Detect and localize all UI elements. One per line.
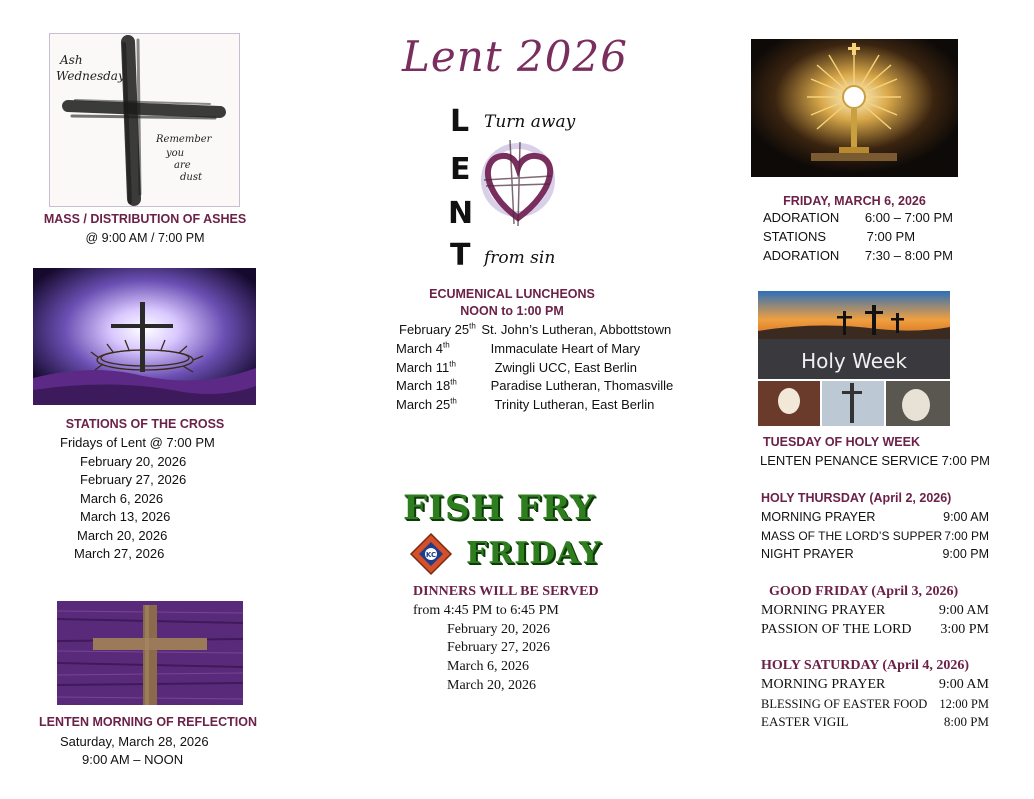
luncheon-place: St. John’s Lutheran, Abbottstown [481, 322, 672, 337]
stations-heading: STATIONS OF THE CROSS [65, 417, 225, 431]
friday-row [763, 228, 953, 247]
ash-cross-icon [50, 34, 239, 206]
goodfriday-row [761, 602, 989, 621]
fishfry-heading: DINNERS WILL BE SERVED [413, 584, 599, 599]
svg-text:Ash: Ash [60, 53, 83, 67]
saturday-row [761, 676, 989, 695]
lent-logo [440, 100, 590, 280]
thursday-time: 9:00 PM [942, 547, 989, 561]
friday-time: 6:00 – 7:00 PM [864, 210, 953, 225]
stations-date: March 20, 2026 [77, 528, 168, 543]
goodfriday-time: 3:00 PM [940, 622, 989, 637]
goodfriday-heading: GOOD FRIDAY (April 3, 2026) [769, 584, 959, 599]
thursday-label: MORNING PRAYER [761, 510, 876, 524]
luncheon-date: February 25th [399, 321, 476, 337]
reflection-time: 9:00 AM – NOON [82, 752, 184, 767]
lent-letter-n: N [448, 196, 474, 231]
luncheon-date: March 11th [396, 359, 456, 375]
thursday-heading: HOLY THURSDAY (April 2, 2026) [761, 491, 952, 505]
friday-heading: FRIDAY, MARCH 6, 2026 [783, 194, 926, 208]
goodfriday-time: 9:00 AM [938, 603, 989, 618]
svg-text:KC: KC [425, 551, 437, 559]
luncheon-row [396, 359, 696, 378]
luncheon-place: Immaculate Heart of Mary [490, 341, 641, 356]
svg-text:are: are [174, 160, 191, 171]
saturday-label: MORNING PRAYER [761, 677, 886, 692]
ash-times: @ 9:00 AM / 7:00 PM [85, 231, 205, 245]
thursday-row [761, 527, 989, 546]
svg-text:Remember: Remember [156, 134, 212, 145]
luncheon-date: March 18th [396, 377, 457, 393]
luncheon-place: Trinity Lutheran, East Berlin [494, 397, 655, 412]
luncheon-date: March 4th [396, 340, 450, 356]
goodfriday-label: PASSION OF THE LORD [761, 622, 912, 637]
friday-time: 7:00 PM [866, 229, 916, 244]
lent-letter-l: L [450, 104, 470, 139]
saturday-row [761, 695, 989, 714]
fishfry-date: February 27, 2026 [447, 640, 551, 655]
stations-date: February 20, 2026 [80, 454, 187, 469]
saturday-label: BLESSING OF EASTER FOOD [761, 697, 928, 711]
fishfry-date: February 20, 2026 [447, 622, 551, 637]
svg-text:Wednesday: Wednesday [56, 69, 125, 83]
thursday-row [761, 508, 989, 527]
fishfry-time: from 4:45 PM to 6:45 PM [413, 603, 559, 618]
holy-week-banner: Holy Week [801, 349, 907, 373]
tuesday-heading: TUESDAY OF HOLY WEEK [763, 435, 920, 449]
stations-date: March 27, 2026 [74, 546, 165, 561]
stations-image [33, 268, 256, 405]
lent-letter-t: T [450, 238, 471, 273]
stations-date: March 13, 2026 [80, 509, 171, 524]
goodfriday-label: MORNING PRAYER [761, 603, 886, 618]
fishfry-date: March 20, 2026 [447, 678, 537, 693]
saturday-row [761, 713, 989, 732]
saturday-label: EASTER VIGIL [761, 714, 849, 729]
luncheon-date: March 25th [396, 396, 457, 412]
wooden-cross-image [57, 601, 243, 705]
luncheon-place: Paradise Lutheran, Thomasville [490, 378, 674, 393]
friday-label: STATIONS [763, 229, 827, 244]
stations-intro: Fridays of Lent @ 7:00 PM [60, 435, 215, 450]
fish-fry-logo-line1: FISH FRY [403, 488, 596, 528]
saturday-time: 9:00 AM [938, 677, 989, 692]
page-title: Lent 2026 [402, 32, 628, 81]
holy-week-image [758, 291, 950, 426]
saturday-time: 8:00 PM [943, 714, 989, 729]
lent-tagline-1: Turn away [484, 112, 576, 132]
goodfriday-row [761, 621, 989, 640]
luncheon-place: Zwingli UCC, East Berlin [494, 360, 637, 375]
ash-heading: MASS / DISTRIBUTION OF ASHES [43, 212, 247, 226]
lent-tagline-2: from sin [484, 248, 556, 268]
friday-row [763, 247, 953, 266]
kc-emblem-icon [409, 532, 453, 576]
stations-date: February 27, 2026 [80, 472, 187, 487]
thursday-time: 7:00 PM [944, 529, 989, 543]
luncheon-row [396, 340, 696, 359]
thursday-time: 9:00 AM [943, 510, 989, 524]
friday-label: ADORATION [763, 248, 840, 263]
saturday-heading: HOLY SATURDAY (April 4, 2026) [761, 658, 970, 673]
tuesday-row [760, 452, 990, 471]
lent-letter-e: E [450, 152, 471, 187]
luncheon-row [396, 396, 696, 415]
ash-wednesday-image [49, 33, 240, 207]
fish-fry-logo-line2: FRIDAY [466, 536, 602, 571]
luncheon-row [396, 377, 696, 396]
tuesday-time: 7:00 PM [941, 453, 990, 468]
luncheons-heading: ECUMENICAL LUNCHEONS [429, 287, 595, 301]
reflection-heading: LENTEN MORNING OF REFLECTION [38, 715, 258, 729]
tuesday-label: LENTEN PENANCE SERVICE [760, 453, 939, 468]
friday-time: 7:30 – 8:00 PM [864, 248, 953, 263]
friday-label: ADORATION [763, 210, 840, 225]
friday-row [763, 209, 953, 228]
luncheon-row [399, 321, 699, 340]
svg-text:dust: dust [180, 172, 202, 183]
saturday-time: 12:00 PM [939, 697, 989, 711]
svg-text:you: you [166, 148, 185, 159]
monstrance-image [751, 39, 958, 177]
thursday-label: NIGHT PRAYER [761, 547, 854, 561]
fishfry-date: March 6, 2026 [447, 659, 530, 674]
thursday-label: MASS OF THE LORD’S SUPPER [761, 529, 943, 543]
thursday-row [761, 545, 989, 564]
reflection-date: Saturday, March 28, 2026 [60, 734, 209, 749]
stations-date: March 6, 2026 [80, 491, 164, 506]
luncheons-time: NOON to 1:00 PM [460, 304, 564, 318]
